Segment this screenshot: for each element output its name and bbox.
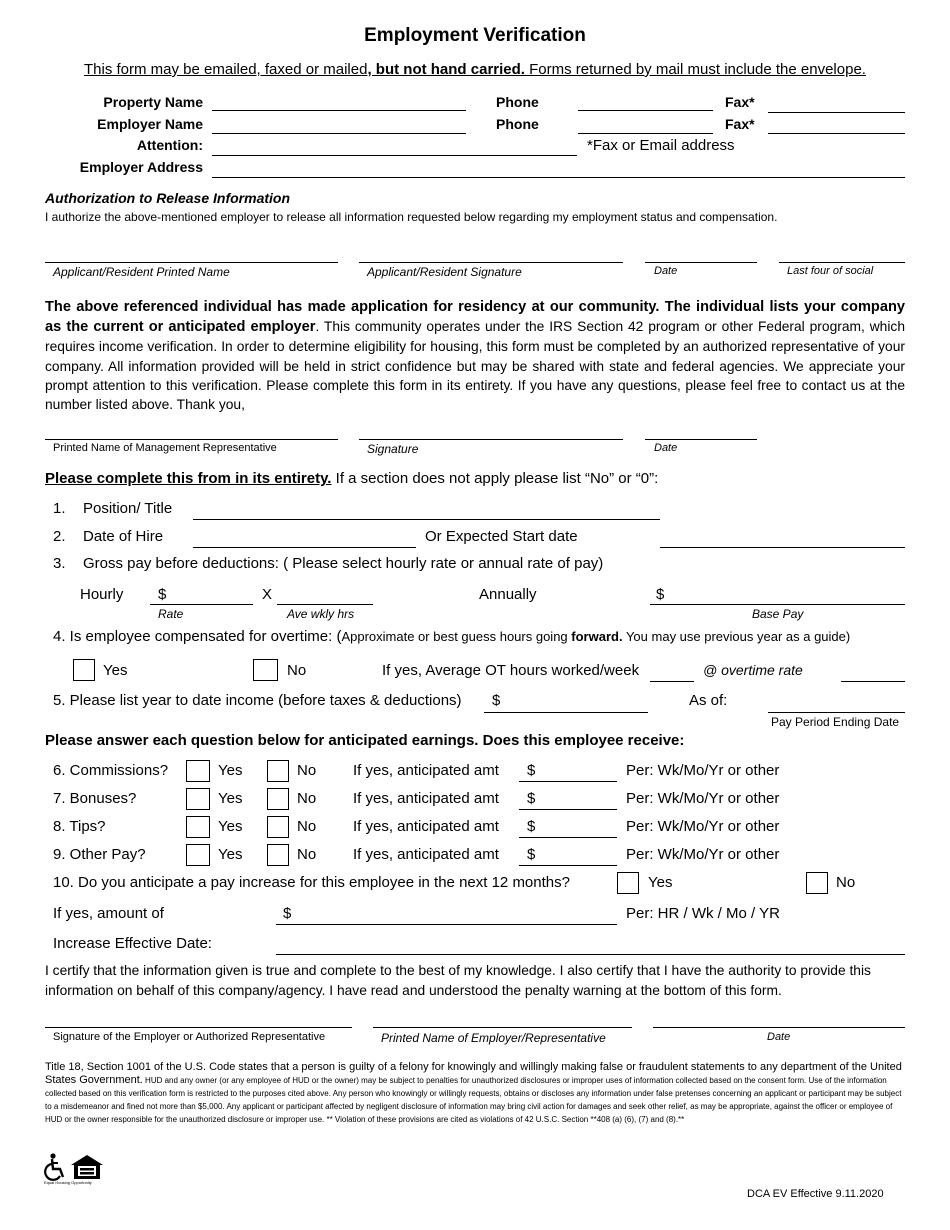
fax-field-1[interactable] [768,112,905,113]
employer-address-field[interactable] [212,177,905,178]
bonuses-yes-checkbox[interactable] [186,788,210,810]
commissions-per-label: Per: Wk/Mo/Yr or other [626,762,780,779]
date-of-hire-field[interactable] [193,547,416,548]
applicant-name-field[interactable] [45,262,338,263]
applicant-signature-field[interactable] [359,262,623,263]
overtime-yes-checkbox[interactable] [73,659,95,681]
increase-amount-label: If yes, amount of [53,905,164,922]
employer-name-label: Employer Name [97,116,203,132]
q2-label: Date of Hire [83,528,164,545]
commissions-dollar: $ [527,762,536,779]
ytd-income-field[interactable] [484,712,648,713]
legal-main: Title 18, Section 1001 of the U.S. Code states that a person is guilty of a felony for knowingly and willingly making false or fraudulent statements to any department of the United States Government. [45,1061,902,1086]
employer-date-field[interactable] [653,1027,905,1028]
applicant-signature-label: Applicant/Resident Signature [367,265,522,279]
applicant-name-label: Applicant/Resident Printed Name [53,265,230,279]
base-pay-field[interactable] [650,604,905,605]
hourly-dollar: $ [158,586,167,603]
q3-number: 3. [53,555,66,572]
last-four-label: Last four of social [787,265,874,277]
tips-yes-label: Yes [218,818,243,835]
body-paragraph [45,297,905,414]
q4-note2: You may use previous year as a guide) [622,629,851,644]
expected-start-label: Or Expected Start date [425,528,578,545]
mgmt-date-field[interactable] [645,439,757,440]
instructions [45,470,658,487]
logo-caption: Equal Housing Opportunity [44,1180,92,1185]
other-pay-yes-label: Yes [218,846,243,863]
q4-note1: Approximate or best guess hours going [341,629,572,644]
q5-label: 5. Please list year to date income (before taxes & deductions) [53,692,462,709]
attention-label: Attention: [136,137,203,153]
bonuses-amt-label: If yes, anticipated amt [353,790,499,807]
tips-no-checkbox[interactable] [267,816,289,838]
employer-address-label: Employer Address [79,159,203,175]
increase-per-label: Per: HR / Wk / Mo / YR [626,905,780,922]
certification-text: I certify that the information given is true and complete to the best of my knowledge. I also certify that I have the authority to provide this information on behalf of this company/agency. I have read and understood the penalty warning at the bottom of this form. [45,963,871,998]
increase-dollar: $ [283,905,292,922]
other-pay-label: 9. Other Pay? [53,846,146,863]
other-pay-no-label: No [297,846,317,863]
bonuses-no-checkbox[interactable] [267,788,289,810]
ot-hours-label: If yes, Average OT hours worked/week [382,662,640,679]
weekly-hours-caption: Ave wkly hrs [287,607,355,621]
employer-date-label: Date [767,1031,791,1043]
fax-label-2: Fax* [725,116,755,132]
page-title: Employment Verification [364,25,586,46]
times-symbol: X [262,586,273,603]
tips-dollar: $ [527,818,536,835]
commissions-no-checkbox[interactable] [267,760,289,782]
weekly-hours-field[interactable] [277,604,373,605]
phone-field-1[interactable] [578,110,713,111]
ot-rate-label: @ overtime rate [703,662,803,678]
q10-label: 10. Do you anticipate a pay increase for this employee in the next 12 months? [53,874,570,891]
mgmt-signature-label: Signature [367,442,419,456]
mgmt-date-label: Date [654,442,678,454]
mgmt-signature-field[interactable] [359,439,623,440]
other-pay-yes-checkbox[interactable] [186,844,210,866]
annually-label: Annually [479,586,537,603]
phone-field-2[interactable] [578,133,713,134]
rate-caption: Rate [158,607,184,621]
phone-label-2: Phone [496,116,539,132]
tips-label: 8. Tips? [53,818,106,835]
tips-amt-field[interactable] [519,837,617,838]
attention-field[interactable] [212,155,577,156]
intro-part1: This form may be emailed, faxed or mailed [84,61,368,78]
bonuses-yes-label: Yes [218,790,243,807]
other-pay-no-checkbox[interactable] [267,844,289,866]
pay-increase-no-checkbox[interactable] [806,872,828,894]
commissions-amt-label: If yes, anticipated amt [353,762,499,779]
applicant-date-label: Date [654,265,678,277]
hourly-rate-field[interactable] [150,604,253,605]
employer-printed-name-field[interactable] [373,1027,632,1028]
bonuses-per-label: Per: Wk/Mo/Yr or other [626,790,780,807]
commissions-amt-field[interactable] [519,781,617,782]
legal-notice [45,1060,907,1125]
pay-increase-no-label: No [836,874,856,891]
increase-amount-field[interactable] [276,924,617,925]
tips-amt-label: If yes, anticipated amt [353,818,499,835]
intro-part2: , but not hand carried. [367,61,525,78]
q1-number: 1. [53,500,66,517]
q3-label: Gross pay before deductions: ( Please select hourly rate or annual rate of pay) [83,555,604,572]
employer-printed-name-label: Printed Name of Employer/Representative [381,1031,606,1045]
overtime-yes-label: Yes [103,662,128,679]
tips-per-label: Per: Wk/Mo/Yr or other [626,818,780,835]
auth-heading: Authorization to Release Information [45,190,291,206]
ot-rate-field[interactable] [841,681,905,682]
bonuses-label: 7. Bonuses? [53,790,137,807]
pay-increase-yes-label: Yes [648,874,673,891]
tips-yes-checkbox[interactable] [186,816,210,838]
body-text: . This community operates under the IRS Section 42 program or other Federal program, which requires income verification. In order to determine eligibility for housing, this form must be completed by an authorized representative of your company. All information provided will be held in strict confidence but may be shared with state and federal agencies. We appreciate your prompt attention to this verification. Please complete this form in its entirety. If you have any questions, please feel free to contact us at the number listed above. Thank you, [45,319,905,413]
anticipated-heading: Please answer each question below for anticipated earnings. Does this employee receive: [45,732,685,749]
other-pay-dollar: $ [527,846,536,863]
annual-dollar: $ [656,586,665,603]
other-pay-amt-label: If yes, anticipated amt [353,846,499,863]
other-pay-per-label: Per: Wk/Mo/Yr or other [626,846,780,863]
expected-start-field[interactable] [660,547,905,548]
as-of-label: As of: [689,692,728,709]
q4-label: 4. Is employee compensated for overtime: ( [53,628,342,645]
bonuses-amt-field[interactable] [519,809,617,810]
increase-date-label: Increase Effective Date: [53,935,212,952]
overtime-no-label: No [287,662,307,679]
ot-hours-field[interactable] [650,681,694,682]
legal-small: HUD and any owner (or any employee of HUD or the owner) may be subject to penalties for unauthorized disclosures or improper uses of information collected based on the consent form. Use of the information collected based on this verification form is restricted to the purposes cited above. Any person who knowingly or willingly requests, obtains or discloses any information under false pretenses concerning an applicant or participant may be subject to a misdemeanor and fined not more than $5,000. Any applicant or participant affected by negligent disclosure of information may bring civil action for damages and seek other relief, as may be appropriate, against the officer or employee of HUD or the owner responsible for the unauthorized disclosure or improper use. ** Violation of these provisions are cited as violations of 42 U.S.C. Section **408 (a) (6), (7) and (8).** [45,1076,902,1124]
intro-part3: Forms returned by mail must include the envelope. [524,61,866,78]
form-version: DCA EV Effective 9.11.2020 [747,1188,884,1200]
intro-note [84,61,866,78]
q4-note-bold: forward. [571,629,623,644]
mgmt-name-field[interactable] [45,439,338,440]
instructions-text: If a section does not apply please list “No” or “0”: [331,470,659,487]
commissions-yes-label: Yes [218,762,243,779]
body-bold: The above referenced individual has made application for residency at our community. The individual lists your company as the current or anticipated employer [45,299,905,336]
overtime-no-checkbox[interactable] [253,659,278,681]
q1-label: Position/ Title [83,500,173,517]
ytd-dollar: $ [492,692,501,709]
mgmt-name-label: Printed Name of Management Representative [53,442,277,454]
increase-date-field[interactable] [276,954,905,955]
pay-period-ending-field[interactable] [768,712,905,713]
commissions-yes-checkbox[interactable] [186,760,210,782]
phone-label-1: Phone [496,94,539,110]
commissions-label: 6. Commissions? [53,762,169,779]
other-pay-amt-field[interactable] [519,865,617,866]
applicant-date-field[interactable] [645,262,757,263]
property-name-label: Property Name [103,94,203,110]
employer-signature-label: Signature of the Employer or Authorized Representative [53,1031,326,1043]
bonuses-dollar: $ [527,790,536,807]
commissions-no-label: No [297,762,317,779]
auth-text: I authorize the above-mentioned employer to release all information requested below regarding my employment status and compensation. [45,210,778,224]
tips-no-label: No [297,818,317,835]
fax-note: *Fax or Email address [587,137,735,154]
pay-increase-yes-checkbox[interactable] [617,872,639,894]
fax-label-1: Fax* [725,94,755,110]
position-title-field[interactable] [193,519,660,520]
q2-number: 2. [53,528,66,545]
q4-question [53,628,850,646]
employer-signature-field[interactable] [45,1027,352,1028]
last-four-field[interactable] [779,262,905,263]
base-pay-caption: Base Pay [752,607,804,621]
pay-period-ending-caption: Pay Period Ending Date [771,715,900,729]
instructions-bold: Please complete this from in its entirety. [45,470,332,487]
fax-field-2[interactable] [768,133,905,134]
employer-name-field[interactable] [212,133,466,134]
bonuses-no-label: No [297,790,317,807]
property-name-field[interactable] [212,110,466,111]
hourly-label: Hourly [80,586,124,603]
